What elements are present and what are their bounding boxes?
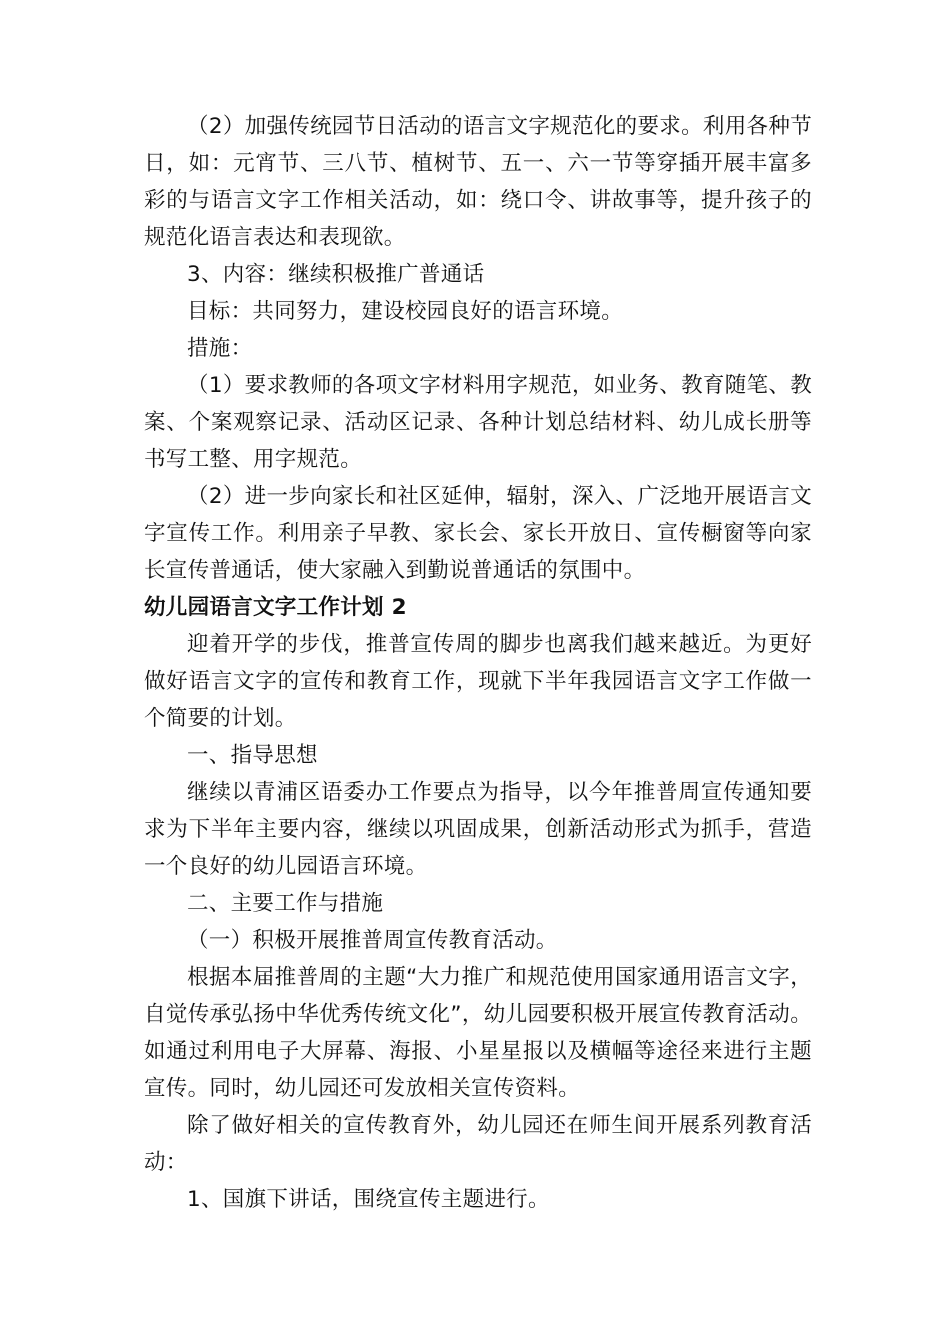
paragraph-main-work-heading: 二、主要工作与措施 — [187, 891, 384, 916]
section-title: 幼儿园语言文字工作计划 2 — [144, 595, 407, 620]
paragraph-content-heading: 3、内容：继续积极推广普通话 — [187, 262, 485, 287]
paragraph-festival-activities: （2）加强传统园节日活动的语言文字规范化的要求。利用各种节日，如：元宵节、三八节、植树节、五一、六一节等穿插开展丰富多彩的与语言文字工作相关活动，如：绕口令、讲故事等，提升孩子的规范化语言表达和表现欲。 — [144, 114, 812, 250]
paragraph-measures-label: 措施： — [187, 336, 253, 361]
paragraph-guiding-content: 继续以青浦区语委办工作要点为指导，以今年推普周宣传通知要求为下半年主要内容，继续以巩固成果，创新活动形式为抓手，营造一个良好的幼儿园语言环境。 — [144, 780, 812, 879]
document-page — [144, 108, 812, 1218]
paragraph-activities-intro: 除了做好相关的宣传教育外，幼儿园还在师生间开展系列教育活动： — [144, 1113, 812, 1175]
paragraph-theme: 根据本届推普周的主题“大力推广和规范使用国家通用语言文字，自觉传承弘扬中华优秀传统文化”，幼儿园要积极开展宣传教育活动。如通过利用电子大屏幕、海报、小星星报以及横幅等途径来进行主题宣传。同时，幼儿园还可发放相关宣传资料。 — [144, 965, 812, 1101]
paragraph-measure-2: （2）进一步向家长和社区延伸，辐射，深入、广泛地开展语言文字宣传工作。利用亲子早教、家长会、家长开放日、宣传橱窗等向家长宣传普通话，使大家融入到勤说普通话的氛围中。 — [144, 484, 812, 583]
paragraph-intro: 迎着开学的步伐，推普宣传周的脚步也离我们越来越近。为更好做好语言文字的宣传和教育工作，现就下半年我园语言文字工作做一个简要的计划。 — [144, 632, 812, 731]
paragraph-measure-1: （1）要求教师的各项文字材料用字规范，如业务、教育随笔、教案、个案观察记录、活动区记录、各种计划总结材料、幼儿成长册等书写工整、用字规范。 — [144, 373, 812, 472]
paragraph-subheading-1: （一）积极开展推普周宣传教育活动。 — [187, 928, 558, 953]
paragraph-flag-speech: 1、国旗下讲话，围绕宣传主题进行。 — [187, 1187, 550, 1212]
paragraph-goal: 目标：共同努力，建设校园良好的语言环境。 — [187, 299, 624, 324]
paragraph-guiding-heading: 一、指导思想 — [187, 743, 318, 768]
